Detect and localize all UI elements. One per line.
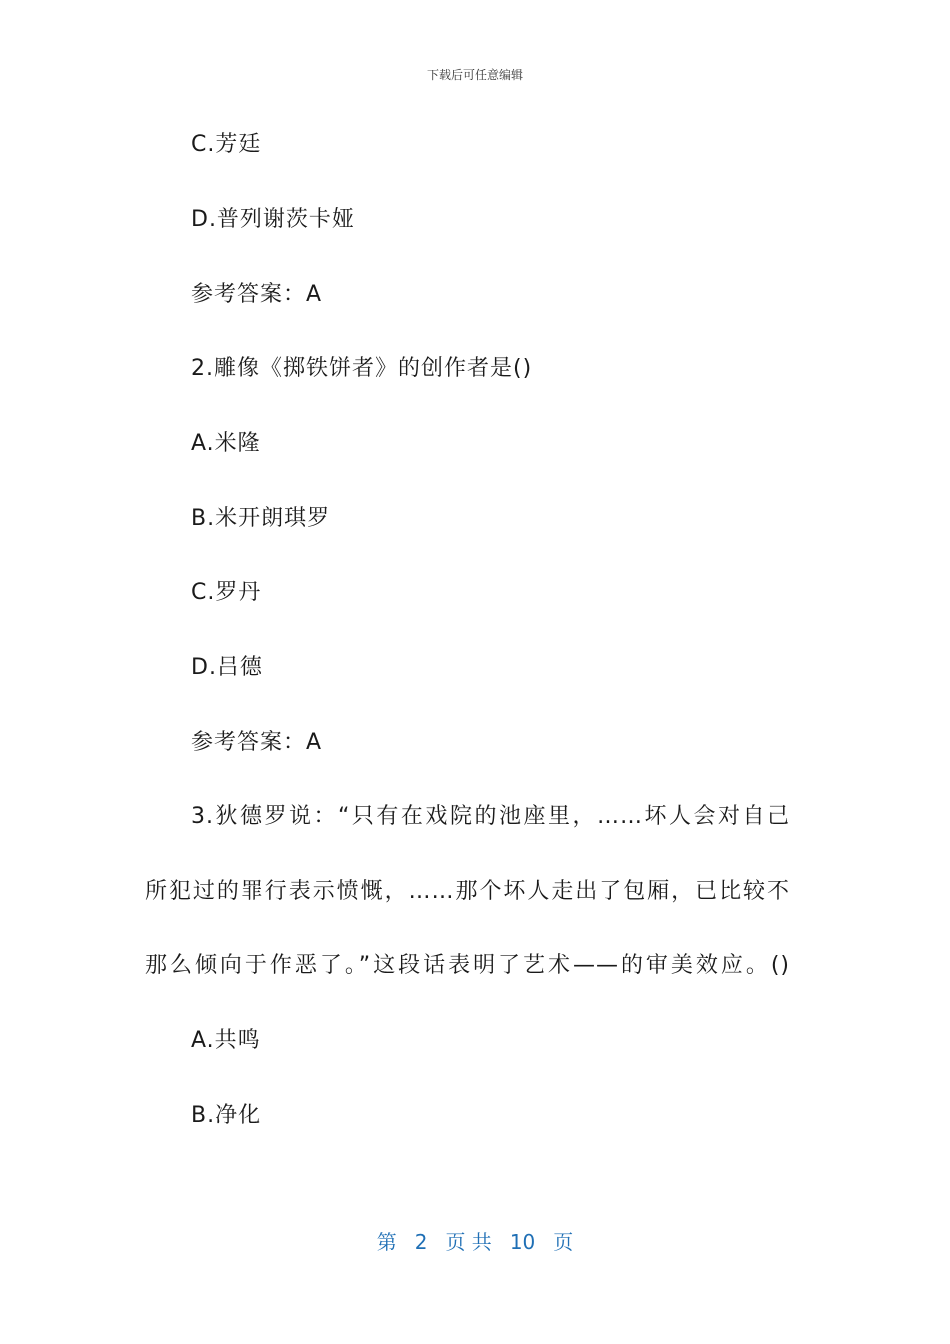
q2-option-d: D.吕德 [191, 655, 263, 680]
page-footer [0, 1226, 950, 1255]
q2-question: 2.雕像《掷铁饼者》的创作者是() [191, 356, 533, 381]
q3-option-b: B.净化 [191, 1103, 262, 1128]
footer-page-number: 2 [414, 1230, 428, 1254]
q1-option-d: D.普列谢茨卡娅 [191, 207, 355, 232]
page-header: 下载后可任意编辑 [426, 68, 523, 82]
q3-question-line-2: 所犯过的罪行表示愤慨，……那个坏人走出了包厢，已比较不 [145, 879, 790, 904]
q1-option-c: C.芳廷 [191, 132, 262, 157]
q2-option-b: B.米开朗琪罗 [191, 506, 331, 531]
q3-question-line-3: 那么倾向于作恶了。”这段话表明了艺术——的审美效应。() [145, 953, 790, 978]
footer-page-suffix: 页 [553, 1230, 574, 1254]
q2-answer: 参考答案：A [191, 730, 323, 755]
q2-option-a: A.米隆 [191, 431, 261, 456]
q3-question-line-1: 3.狄德罗说：“只有在戏院的池座里，……坏人会对自己 [191, 804, 790, 829]
q2-option-c: C.罗丹 [191, 580, 262, 605]
q1-answer: 参考答案：A [191, 282, 323, 307]
footer-page-of: 页 共 [445, 1230, 492, 1254]
q3-option-a: A.共鸣 [191, 1028, 261, 1053]
footer-page-label: 第 [376, 1230, 397, 1254]
footer-total-pages: 10 [509, 1230, 536, 1254]
